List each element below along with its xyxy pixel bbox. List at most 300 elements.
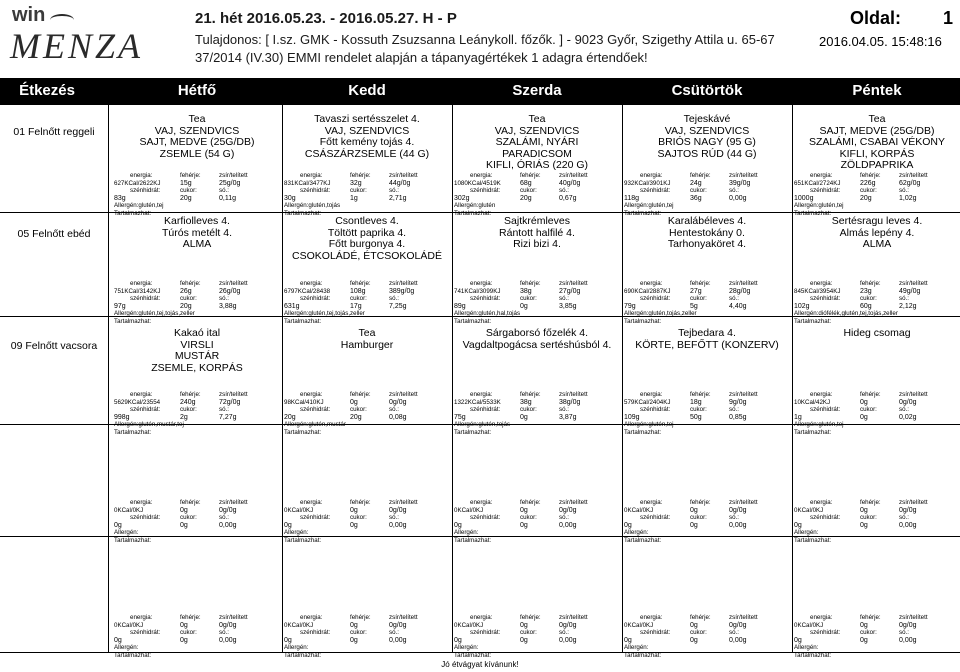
dish-line: Hentestokány 0. bbox=[669, 226, 745, 239]
contents-label: Tartalmazhat: bbox=[114, 536, 152, 544]
nutrition-block bbox=[622, 614, 792, 662]
energy-label: energia: bbox=[300, 614, 323, 621]
energy-label: energia: bbox=[300, 280, 323, 287]
meal-label: 05 Felnőtt ebéd bbox=[17, 228, 91, 240]
salt-value: 0,00g bbox=[559, 636, 577, 644]
salt-label: só.: bbox=[559, 629, 569, 636]
energy-label: energia: bbox=[470, 172, 493, 179]
salt-label: só.: bbox=[559, 406, 569, 413]
protein-label: fehérje: bbox=[860, 391, 881, 398]
salt-value: 0,00g bbox=[389, 636, 407, 644]
carb-values-row bbox=[452, 637, 622, 645]
allergen-text: Allergén:glutén,tej bbox=[624, 421, 674, 428]
sugar-value: 20g bbox=[860, 194, 872, 202]
print-timestamp: 2016.04.05. 15:48:16 bbox=[819, 34, 942, 49]
contents-label: Tartalmazhat: bbox=[114, 317, 152, 325]
carb-header-row bbox=[112, 514, 282, 522]
fat-label: zsír/telített bbox=[559, 280, 588, 287]
salt-label: só.: bbox=[729, 406, 739, 413]
dish-cell bbox=[112, 114, 282, 160]
dish-line: Főtt kemény tojás 4. bbox=[319, 136, 415, 148]
salt-value: 0,85g bbox=[729, 413, 747, 421]
salt-label: só.: bbox=[219, 295, 229, 302]
sugar-value: 0g bbox=[690, 636, 698, 644]
protein-label: fehérje: bbox=[180, 391, 201, 398]
contents-label: Tartalmazhat: bbox=[624, 428, 662, 436]
protein-value: 0g bbox=[690, 621, 698, 629]
fat-label: zsír/telített bbox=[559, 391, 588, 398]
carb-header-row bbox=[452, 406, 622, 414]
carb-values-row bbox=[112, 522, 282, 530]
carb-label: szénhidrát: bbox=[130, 406, 161, 413]
dish-line: KÖRTE, BEFŐTT (KONZERV) bbox=[635, 338, 779, 351]
dish-line: PARADICSOM bbox=[502, 147, 572, 160]
dish-line: SAJTOS RÚD (44 G) bbox=[657, 147, 757, 160]
sugar-label: cukor: bbox=[350, 295, 367, 302]
contents-label: Tartalmazhat: bbox=[284, 536, 322, 544]
allergen-row bbox=[112, 202, 282, 210]
salt-label: só.: bbox=[729, 629, 739, 636]
dish-line: VAJ, SZENDVICS bbox=[154, 124, 240, 137]
carb-label: szénhidrát: bbox=[810, 629, 841, 636]
salt-value: 2,71g bbox=[389, 194, 407, 202]
meal-section bbox=[0, 424, 960, 544]
header-wednesday: Szerda bbox=[512, 82, 562, 99]
salt-value: 0,00g bbox=[389, 521, 407, 529]
nutrition-values-row bbox=[452, 622, 622, 630]
allergen-text: Allergén: bbox=[114, 529, 139, 536]
fat-value: 0g/0g bbox=[219, 621, 237, 629]
carb-label: szénhidrát: bbox=[300, 406, 331, 413]
energy-label: energia: bbox=[810, 280, 833, 287]
meal-section bbox=[0, 316, 960, 436]
nutrition-values-row bbox=[282, 622, 452, 630]
carb-label: szénhidrát: bbox=[470, 514, 501, 521]
salt-value: 3,87g bbox=[559, 413, 577, 421]
nutrition-values-row bbox=[112, 180, 282, 188]
carb-values-row bbox=[282, 414, 452, 422]
protein-value: 0g bbox=[350, 398, 358, 406]
dish-cell bbox=[282, 328, 452, 351]
carb-value: 998g bbox=[114, 413, 130, 421]
carb-label: szénhidrát: bbox=[300, 187, 331, 194]
salt-value: 0,00g bbox=[899, 521, 917, 529]
fat-value: 38g/0g bbox=[559, 398, 581, 406]
energy-value: 0KCal/0KJ bbox=[454, 621, 484, 629]
fat-label: zsír/telített bbox=[389, 614, 418, 621]
carb-label: szénhidrát: bbox=[300, 295, 331, 302]
sugar-label: cukor: bbox=[180, 514, 197, 521]
carb-header-row bbox=[112, 629, 282, 637]
nutrition-block bbox=[282, 614, 452, 662]
salt-label: só.: bbox=[389, 629, 399, 636]
row-divider bbox=[0, 536, 960, 537]
energy-label: energia: bbox=[470, 499, 493, 506]
dish-cell bbox=[792, 328, 960, 340]
carb-values-row bbox=[792, 303, 960, 311]
allergen-text: Allergén:glutén,tej bbox=[114, 202, 164, 209]
fat-label: zsír/telített bbox=[729, 280, 758, 287]
sugar-label: cukor: bbox=[690, 406, 707, 413]
row-divider bbox=[0, 652, 960, 653]
protein-value: 26g bbox=[180, 287, 192, 295]
allergen-text: Allergén:glutén,tej bbox=[624, 202, 674, 209]
energy-value: 0KCal/0KJ bbox=[114, 506, 144, 514]
carb-header-row bbox=[112, 295, 282, 303]
sugar-value: 0g bbox=[180, 521, 188, 529]
nutrition-values-row bbox=[282, 507, 452, 515]
carb-header-row bbox=[792, 514, 960, 522]
protein-value: 0g bbox=[860, 621, 868, 629]
sugar-value: 0g bbox=[520, 636, 528, 644]
page-label: Oldal: bbox=[850, 8, 902, 28]
energy-value: 751KCal/3142KJ bbox=[114, 287, 161, 295]
carb-header-row bbox=[282, 629, 452, 637]
protein-label: fehérje: bbox=[180, 172, 201, 179]
dish-line: SAJT, MEDVE (25G/DB) bbox=[819, 124, 935, 137]
sugar-value: 0g bbox=[520, 521, 528, 529]
salt-value: 0,00g bbox=[219, 636, 237, 644]
protein-value: 0g bbox=[690, 506, 698, 514]
salt-value: 4,40g bbox=[729, 302, 747, 310]
carb-label: szénhidrát: bbox=[470, 406, 501, 413]
protein-label: fehérje: bbox=[350, 391, 371, 398]
protein-value: 0g bbox=[350, 621, 358, 629]
dish-cell bbox=[622, 114, 792, 160]
carb-label: szénhidrát: bbox=[640, 406, 671, 413]
protein-label: fehérje: bbox=[860, 614, 881, 621]
allergen-text: Allergén: bbox=[624, 644, 649, 651]
nutrition-values-row bbox=[452, 288, 622, 296]
carb-values-row bbox=[622, 414, 792, 422]
logo-win: win bbox=[12, 4, 46, 26]
sugar-label: cukor: bbox=[860, 514, 877, 521]
nutrition-values-row bbox=[622, 399, 792, 407]
sugar-label: cukor: bbox=[350, 514, 367, 521]
energy-value: 0KCal/0KJ bbox=[794, 506, 824, 514]
nutrition-header-row bbox=[622, 614, 792, 622]
protein-value: 32g bbox=[350, 179, 362, 187]
nutrition-header-row bbox=[112, 614, 282, 622]
contents-label: Tartalmazhat: bbox=[284, 428, 322, 436]
nutrition-values-row bbox=[622, 288, 792, 296]
carb-header-row bbox=[792, 629, 960, 637]
fat-label: zsír/telített bbox=[219, 280, 248, 287]
dish-line: Rántott halfilé 4. bbox=[499, 226, 575, 239]
energy-label: energia: bbox=[470, 614, 493, 621]
sugar-value: 20g bbox=[520, 194, 532, 202]
salt-value: 7,25g bbox=[389, 302, 407, 310]
salt-value: 0,00g bbox=[899, 636, 917, 644]
nutrition-values-row bbox=[112, 622, 282, 630]
dish-line: SZALÁMI, NYÁRI bbox=[495, 136, 579, 148]
nutrition-header-row bbox=[452, 391, 622, 399]
nutrition-values-row bbox=[112, 399, 282, 407]
carb-label: szénhidrát: bbox=[640, 187, 671, 194]
fat-label: zsír/telített bbox=[899, 280, 928, 287]
meal-label: 01 Felnőtt reggeli bbox=[13, 126, 95, 138]
energy-label: energia: bbox=[130, 280, 153, 287]
allergen-row bbox=[622, 202, 792, 210]
fat-value: 26g/0g bbox=[219, 287, 241, 295]
fat-label: zsír/telített bbox=[389, 280, 418, 287]
carb-header-row bbox=[622, 629, 792, 637]
fat-value: 62g/0g bbox=[899, 179, 921, 187]
salt-label: só.: bbox=[729, 514, 739, 521]
carb-label: szénhidrát: bbox=[130, 187, 161, 194]
dish-line: Tea bbox=[358, 327, 376, 339]
dish-line: CSÁSZÁRZSEMLE (44 G) bbox=[304, 147, 430, 160]
carb-values-row bbox=[452, 195, 622, 203]
fat-value: 0g/0g bbox=[389, 506, 407, 514]
nutrition-header-row bbox=[452, 172, 622, 180]
sugar-label: cukor: bbox=[520, 629, 537, 636]
dish-cell bbox=[112, 328, 282, 374]
carb-value: 0g bbox=[284, 521, 292, 529]
sugar-label: cukor: bbox=[180, 629, 197, 636]
salt-label: só.: bbox=[389, 406, 399, 413]
allergen-row bbox=[112, 644, 282, 652]
dish-line: SZALÁMI, CSABAI VÉKONY bbox=[809, 136, 945, 148]
contents-label: Tartalmazhat: bbox=[454, 651, 492, 659]
allergen-text: Allergén: bbox=[284, 529, 309, 536]
energy-value: 627KCal/2622KJ bbox=[114, 179, 161, 187]
nutrition-header-row bbox=[622, 499, 792, 507]
allergen-row bbox=[452, 202, 622, 210]
sugar-value: 5g bbox=[690, 302, 698, 310]
fat-label: zsír/telített bbox=[389, 499, 418, 506]
page-number: 1 bbox=[943, 8, 954, 28]
carb-values-row bbox=[282, 195, 452, 203]
protein-label: fehérje: bbox=[350, 614, 371, 621]
energy-value: 10KCal/42KJ bbox=[794, 398, 831, 406]
salt-label: só.: bbox=[389, 295, 399, 302]
allergen-row bbox=[282, 202, 452, 210]
sugar-value: 0g bbox=[520, 302, 528, 310]
protein-value: 0g bbox=[860, 398, 868, 406]
nutrition-block bbox=[452, 614, 622, 662]
allergen-text: Allergén:glutén bbox=[454, 202, 496, 209]
fat-label: zsír/telített bbox=[899, 391, 928, 398]
dish-line: KIFLI, KORPÁS bbox=[839, 147, 915, 160]
sugar-label: cukor: bbox=[520, 514, 537, 521]
protein-label: fehérje: bbox=[860, 172, 881, 179]
nutrition-values-row bbox=[622, 180, 792, 188]
fat-value: 44g/0g bbox=[389, 179, 411, 187]
carb-values-row bbox=[452, 303, 622, 311]
fat-value: 0g/0g bbox=[389, 621, 407, 629]
nutrition-header-row bbox=[622, 391, 792, 399]
nutrition-block bbox=[112, 614, 282, 662]
carb-values-row bbox=[792, 414, 960, 422]
carb-header-row bbox=[452, 514, 622, 522]
dish-line: ZÖLDPAPRIKA bbox=[840, 159, 914, 171]
dish-line: VAJ, SZENDVICS bbox=[494, 124, 580, 137]
salt-value: 0,00g bbox=[729, 636, 747, 644]
nutrition-block bbox=[792, 614, 960, 662]
salt-value: 3,85g bbox=[559, 302, 577, 310]
fat-value: 72g/0g bbox=[219, 398, 241, 406]
carb-label: szénhidrát: bbox=[470, 295, 501, 302]
protein-value: 23g bbox=[860, 287, 872, 295]
contents-label: Tartalmazhat: bbox=[624, 317, 662, 325]
carb-value: 1g bbox=[794, 413, 802, 421]
sugar-value: 50g bbox=[690, 413, 702, 421]
fat-label: zsír/telített bbox=[729, 499, 758, 506]
carb-values-row bbox=[622, 637, 792, 645]
allergen-text: Allergén: bbox=[284, 644, 309, 651]
dish-line: Töltött paprika 4. bbox=[327, 226, 407, 239]
protein-value: 68g bbox=[520, 179, 532, 187]
carb-value: 20g bbox=[284, 413, 296, 421]
row-divider bbox=[0, 424, 960, 425]
contents-label: Tartalmazhat: bbox=[284, 651, 322, 659]
sugar-value: 17g bbox=[350, 302, 362, 310]
salt-value: 0,67g bbox=[559, 194, 577, 202]
column-divider bbox=[622, 104, 623, 652]
allergen-text: Allergén: bbox=[114, 644, 139, 651]
protein-label: fehérje: bbox=[690, 280, 711, 287]
dish-cell bbox=[282, 114, 452, 160]
energy-value: 0KCal/0KJ bbox=[794, 621, 824, 629]
day-header-bar bbox=[0, 78, 960, 104]
fat-value: 0g/0g bbox=[559, 621, 577, 629]
meal-section bbox=[0, 209, 960, 325]
dish-line: Almás lepény 4. bbox=[839, 226, 915, 239]
protein-value: 0g bbox=[520, 621, 528, 629]
sugar-value: 2g bbox=[180, 413, 188, 421]
fat-label: zsír/telített bbox=[389, 172, 418, 179]
dish-line: ZSEMLE, KORPÁS bbox=[151, 361, 243, 374]
column-divider bbox=[792, 104, 793, 652]
nutrition-values-row bbox=[112, 507, 282, 515]
fat-value: 0g/0g bbox=[729, 621, 747, 629]
fat-label: zsír/telített bbox=[559, 499, 588, 506]
sugar-label: cukor: bbox=[860, 187, 877, 194]
fat-value: 0g/0g bbox=[899, 398, 917, 406]
allergen-row bbox=[792, 202, 960, 210]
carb-label: szénhidrát: bbox=[130, 514, 161, 521]
nutrition-values-row bbox=[792, 180, 960, 188]
carb-header-row bbox=[622, 406, 792, 414]
sugar-value: 60g bbox=[860, 302, 872, 310]
fat-label: zsír/telített bbox=[899, 614, 928, 621]
dish-cell bbox=[452, 114, 622, 172]
dish-cell bbox=[452, 328, 622, 351]
energy-value: 741KCal/3099KJ bbox=[454, 287, 501, 295]
contents-label: Tartalmazhat: bbox=[284, 317, 322, 325]
energy-value: 0KCal/0KJ bbox=[114, 621, 144, 629]
carb-value: 118g bbox=[624, 194, 640, 202]
carb-value: 0g bbox=[454, 521, 462, 529]
carb-values-row bbox=[282, 522, 452, 530]
sugar-value: 0g bbox=[860, 636, 868, 644]
dish-line: BRIÓS NAGY (95 G) bbox=[658, 136, 756, 148]
carb-values-row bbox=[282, 303, 452, 311]
allergen-row bbox=[622, 644, 792, 652]
salt-value: 0,00g bbox=[729, 194, 747, 202]
energy-value: 0KCal/0KJ bbox=[454, 506, 484, 514]
carb-values-row bbox=[622, 303, 792, 311]
nutrition-header-row bbox=[622, 172, 792, 180]
protein-label: fehérje: bbox=[860, 280, 881, 287]
energy-label: energia: bbox=[810, 391, 833, 398]
header-monday: Hétfő bbox=[177, 82, 217, 99]
energy-value: 1080KCal/4519K bbox=[454, 179, 501, 187]
energy-label: energia: bbox=[810, 614, 833, 621]
dish-line: VAJ, SZENDVICS bbox=[324, 124, 410, 137]
dish-line: ZSEMLE (54 G) bbox=[159, 147, 235, 160]
dish-line: Hideg csomag bbox=[843, 327, 911, 339]
nutrition-values-row bbox=[282, 399, 452, 407]
allergen-text: Allergén: bbox=[454, 529, 479, 536]
protein-label: fehérje: bbox=[350, 172, 371, 179]
allergen-text: Allergén:glutén,tojás bbox=[284, 202, 341, 209]
dish-line: Főtt burgonya 4. bbox=[328, 238, 406, 250]
carb-value: 89g bbox=[454, 302, 466, 310]
allergen-text: Allergén:glutén,tojás bbox=[454, 421, 511, 428]
carb-values-row bbox=[792, 195, 960, 203]
sugar-label: cukor: bbox=[690, 629, 707, 636]
salt-label: só.: bbox=[219, 187, 229, 194]
sugar-value: 0g bbox=[860, 413, 868, 421]
energy-value: 5629KCal/23554 bbox=[114, 398, 161, 406]
protein-value: 226g bbox=[860, 179, 876, 187]
energy-label: energia: bbox=[640, 172, 663, 179]
energy-value: 932KCal/3901KJ bbox=[624, 179, 671, 187]
header-friday: Péntek bbox=[852, 82, 902, 99]
energy-value: 0KCal/0KJ bbox=[624, 621, 654, 629]
salt-value: 0,02g bbox=[899, 413, 917, 421]
energy-label: energia: bbox=[470, 280, 493, 287]
meal-label: 09 Felnőtt vacsora bbox=[10, 340, 98, 352]
carb-label: szénhidrát: bbox=[640, 629, 671, 636]
nutrition-header-row bbox=[282, 499, 452, 507]
allergen-text: Allergén:glutén,tojás,zeller bbox=[624, 310, 697, 317]
energy-label: energia: bbox=[130, 614, 153, 621]
column-divider bbox=[282, 104, 283, 652]
week-title: 21. hét 2016.05.23. - 2016.05.27. H - P bbox=[195, 10, 457, 27]
energy-label: energia: bbox=[300, 499, 323, 506]
protein-label: fehérje: bbox=[520, 280, 541, 287]
carb-header-row bbox=[282, 406, 452, 414]
fat-label: zsír/telített bbox=[219, 172, 248, 179]
carb-label: szénhidrát: bbox=[640, 514, 671, 521]
dish-line: Tejeskávé bbox=[683, 113, 731, 125]
salt-label: só.: bbox=[219, 514, 229, 521]
protein-value: 38g bbox=[520, 398, 532, 406]
protein-label: fehérje: bbox=[690, 499, 711, 506]
nutrition-values-row bbox=[792, 622, 960, 630]
carb-value: 0g bbox=[114, 636, 122, 644]
nutrition-header-row bbox=[792, 172, 960, 180]
contents-label: Tartalmazhat: bbox=[114, 209, 152, 217]
contents-label: Tartalmazhat: bbox=[624, 651, 662, 659]
energy-label: energia: bbox=[810, 172, 833, 179]
dish-line: Vagdaltpogácsa sertéshúsból 4. bbox=[462, 338, 612, 351]
header-thursday: Csütörtök bbox=[671, 82, 743, 99]
fat-value: 40g/0g bbox=[559, 179, 581, 187]
nutrition-header-row bbox=[792, 280, 960, 288]
carb-values-row bbox=[792, 637, 960, 645]
contents-label: Tartalmazhat: bbox=[794, 428, 832, 436]
dish-cell bbox=[112, 216, 282, 251]
salt-label: só.: bbox=[389, 514, 399, 521]
carb-value: 0g bbox=[114, 521, 122, 529]
contents-label: Tartalmazhat: bbox=[114, 651, 152, 659]
sugar-label: cukor: bbox=[350, 187, 367, 194]
dish-line: Tarhonyaköret 4. bbox=[667, 238, 747, 250]
